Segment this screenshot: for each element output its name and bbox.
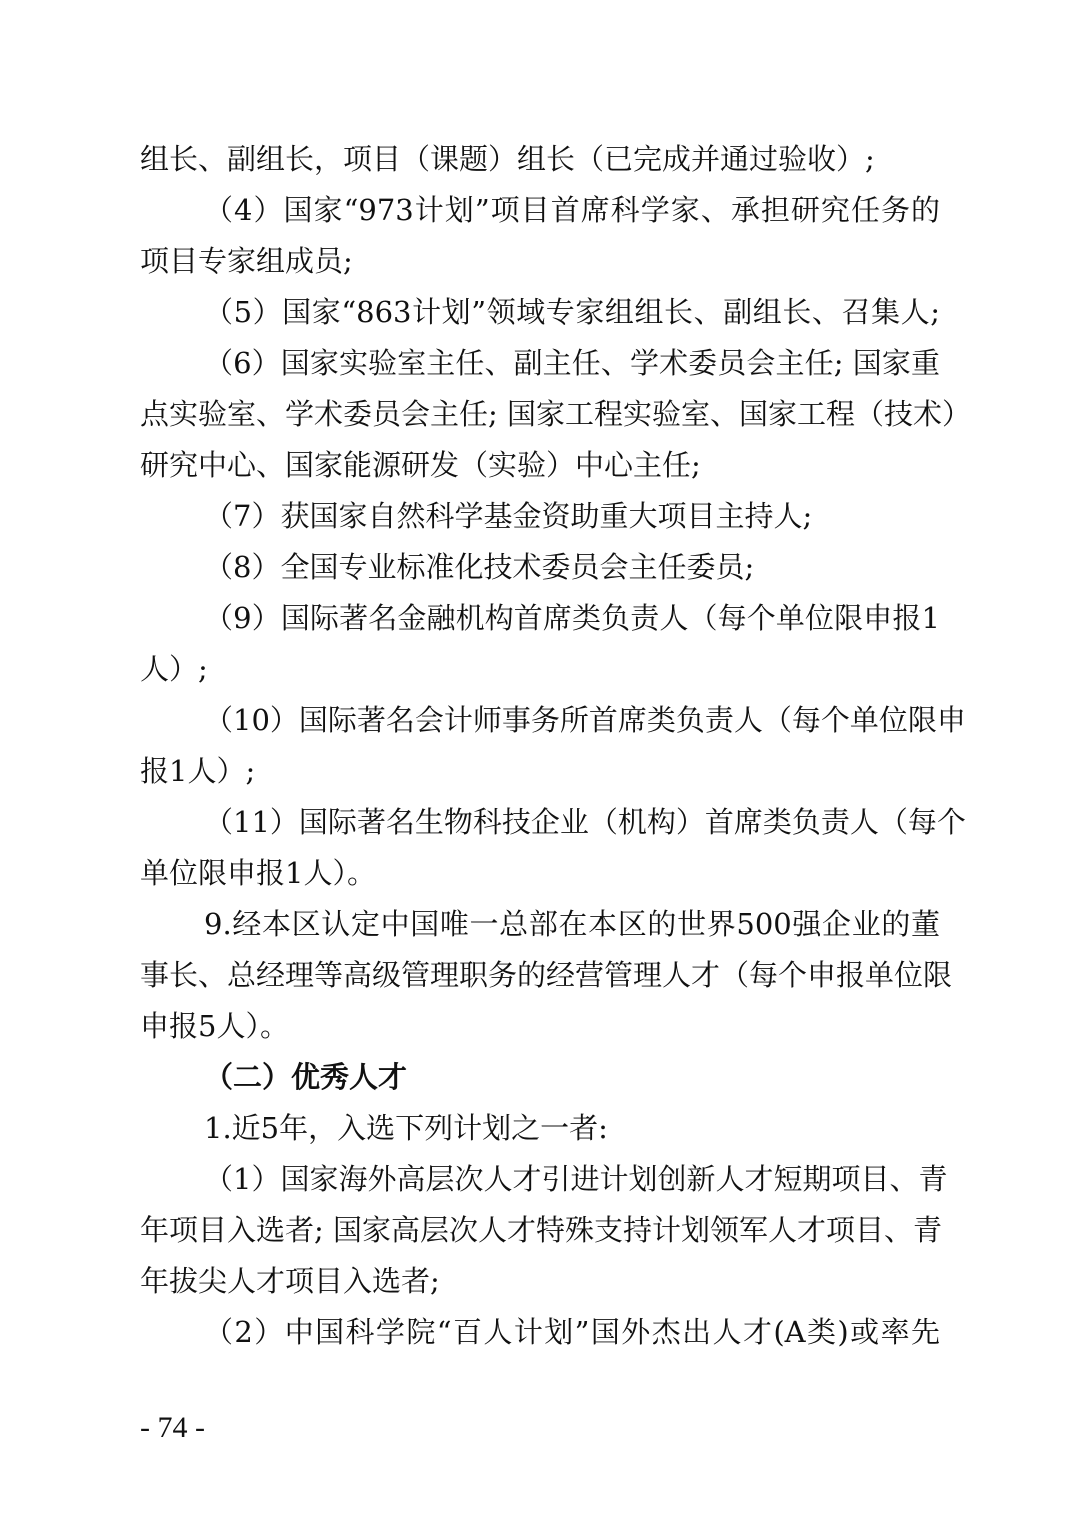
text-line: 报1人）; xyxy=(140,754,256,788)
text-line: 申报5人）。 xyxy=(140,1009,289,1043)
text-line: 年拔尖人才项目入选者; xyxy=(140,1264,440,1298)
text-line: 人）; xyxy=(140,652,208,686)
page-number: - 74 - xyxy=(140,1411,205,1444)
text-line: 项目专家组成员; xyxy=(140,244,353,278)
text-line: （5）国家“863计划”领域专家组组长、副组长、召集人; xyxy=(204,295,940,329)
text-line: 1.近5年，入选下列计划之一者: xyxy=(204,1111,608,1145)
text-line: （7）获国家自然科学基金资助重大项目主持人; xyxy=(204,499,813,533)
section-heading: （二）优秀人才 xyxy=(204,1060,408,1094)
text-line: 事长、总经理等高级管理职务的经营管理人才（每个申报单位限 xyxy=(140,958,953,992)
text-line: （9）国际著名金融机构首席类负责人（每个单位限申报1 xyxy=(204,601,940,635)
text-line: 年项目入选者; 国家高层次人才特殊支持计划领军人才项目、青 xyxy=(140,1213,942,1247)
text-line: （11）国际著名生物科技企业（机构）首席类负责人（每个 xyxy=(204,805,966,839)
document-body xyxy=(140,134,971,1358)
text-line: （8）全国专业标准化技术委员会主任委员; xyxy=(204,550,755,584)
text-line: （1）国家海外高层次人才引进计划创新人才短期项目、青 xyxy=(204,1162,948,1196)
text-line: （6）国家实验室主任、副主任、学术委员会主任; 国家重 xyxy=(204,346,940,380)
text-line: 单位限申报1人）。 xyxy=(140,856,376,890)
text-line: 研究中心、国家能源研发（实验）中心主任; xyxy=(140,448,701,482)
text-line: 点实验室、学术委员会主任; 国家工程实验室、国家工程（技术） xyxy=(140,397,971,431)
text-line: 组长、副组长，项目（课题）组长（已完成并通过验收）; xyxy=(140,142,875,176)
text-line: （2）中国科学院“百人计划”国外杰出人才(A类)或率先 xyxy=(204,1315,940,1349)
text-line: （4）国家“973计划”项目首席科学家、承担研究任务的 xyxy=(204,193,940,227)
text-line: （10）国际著名会计师事务所首席类负责人（每个单位限申 xyxy=(204,703,966,737)
text-line: 9.经本区认定中国唯一总部在本区的世界500强企业的董 xyxy=(204,907,940,941)
